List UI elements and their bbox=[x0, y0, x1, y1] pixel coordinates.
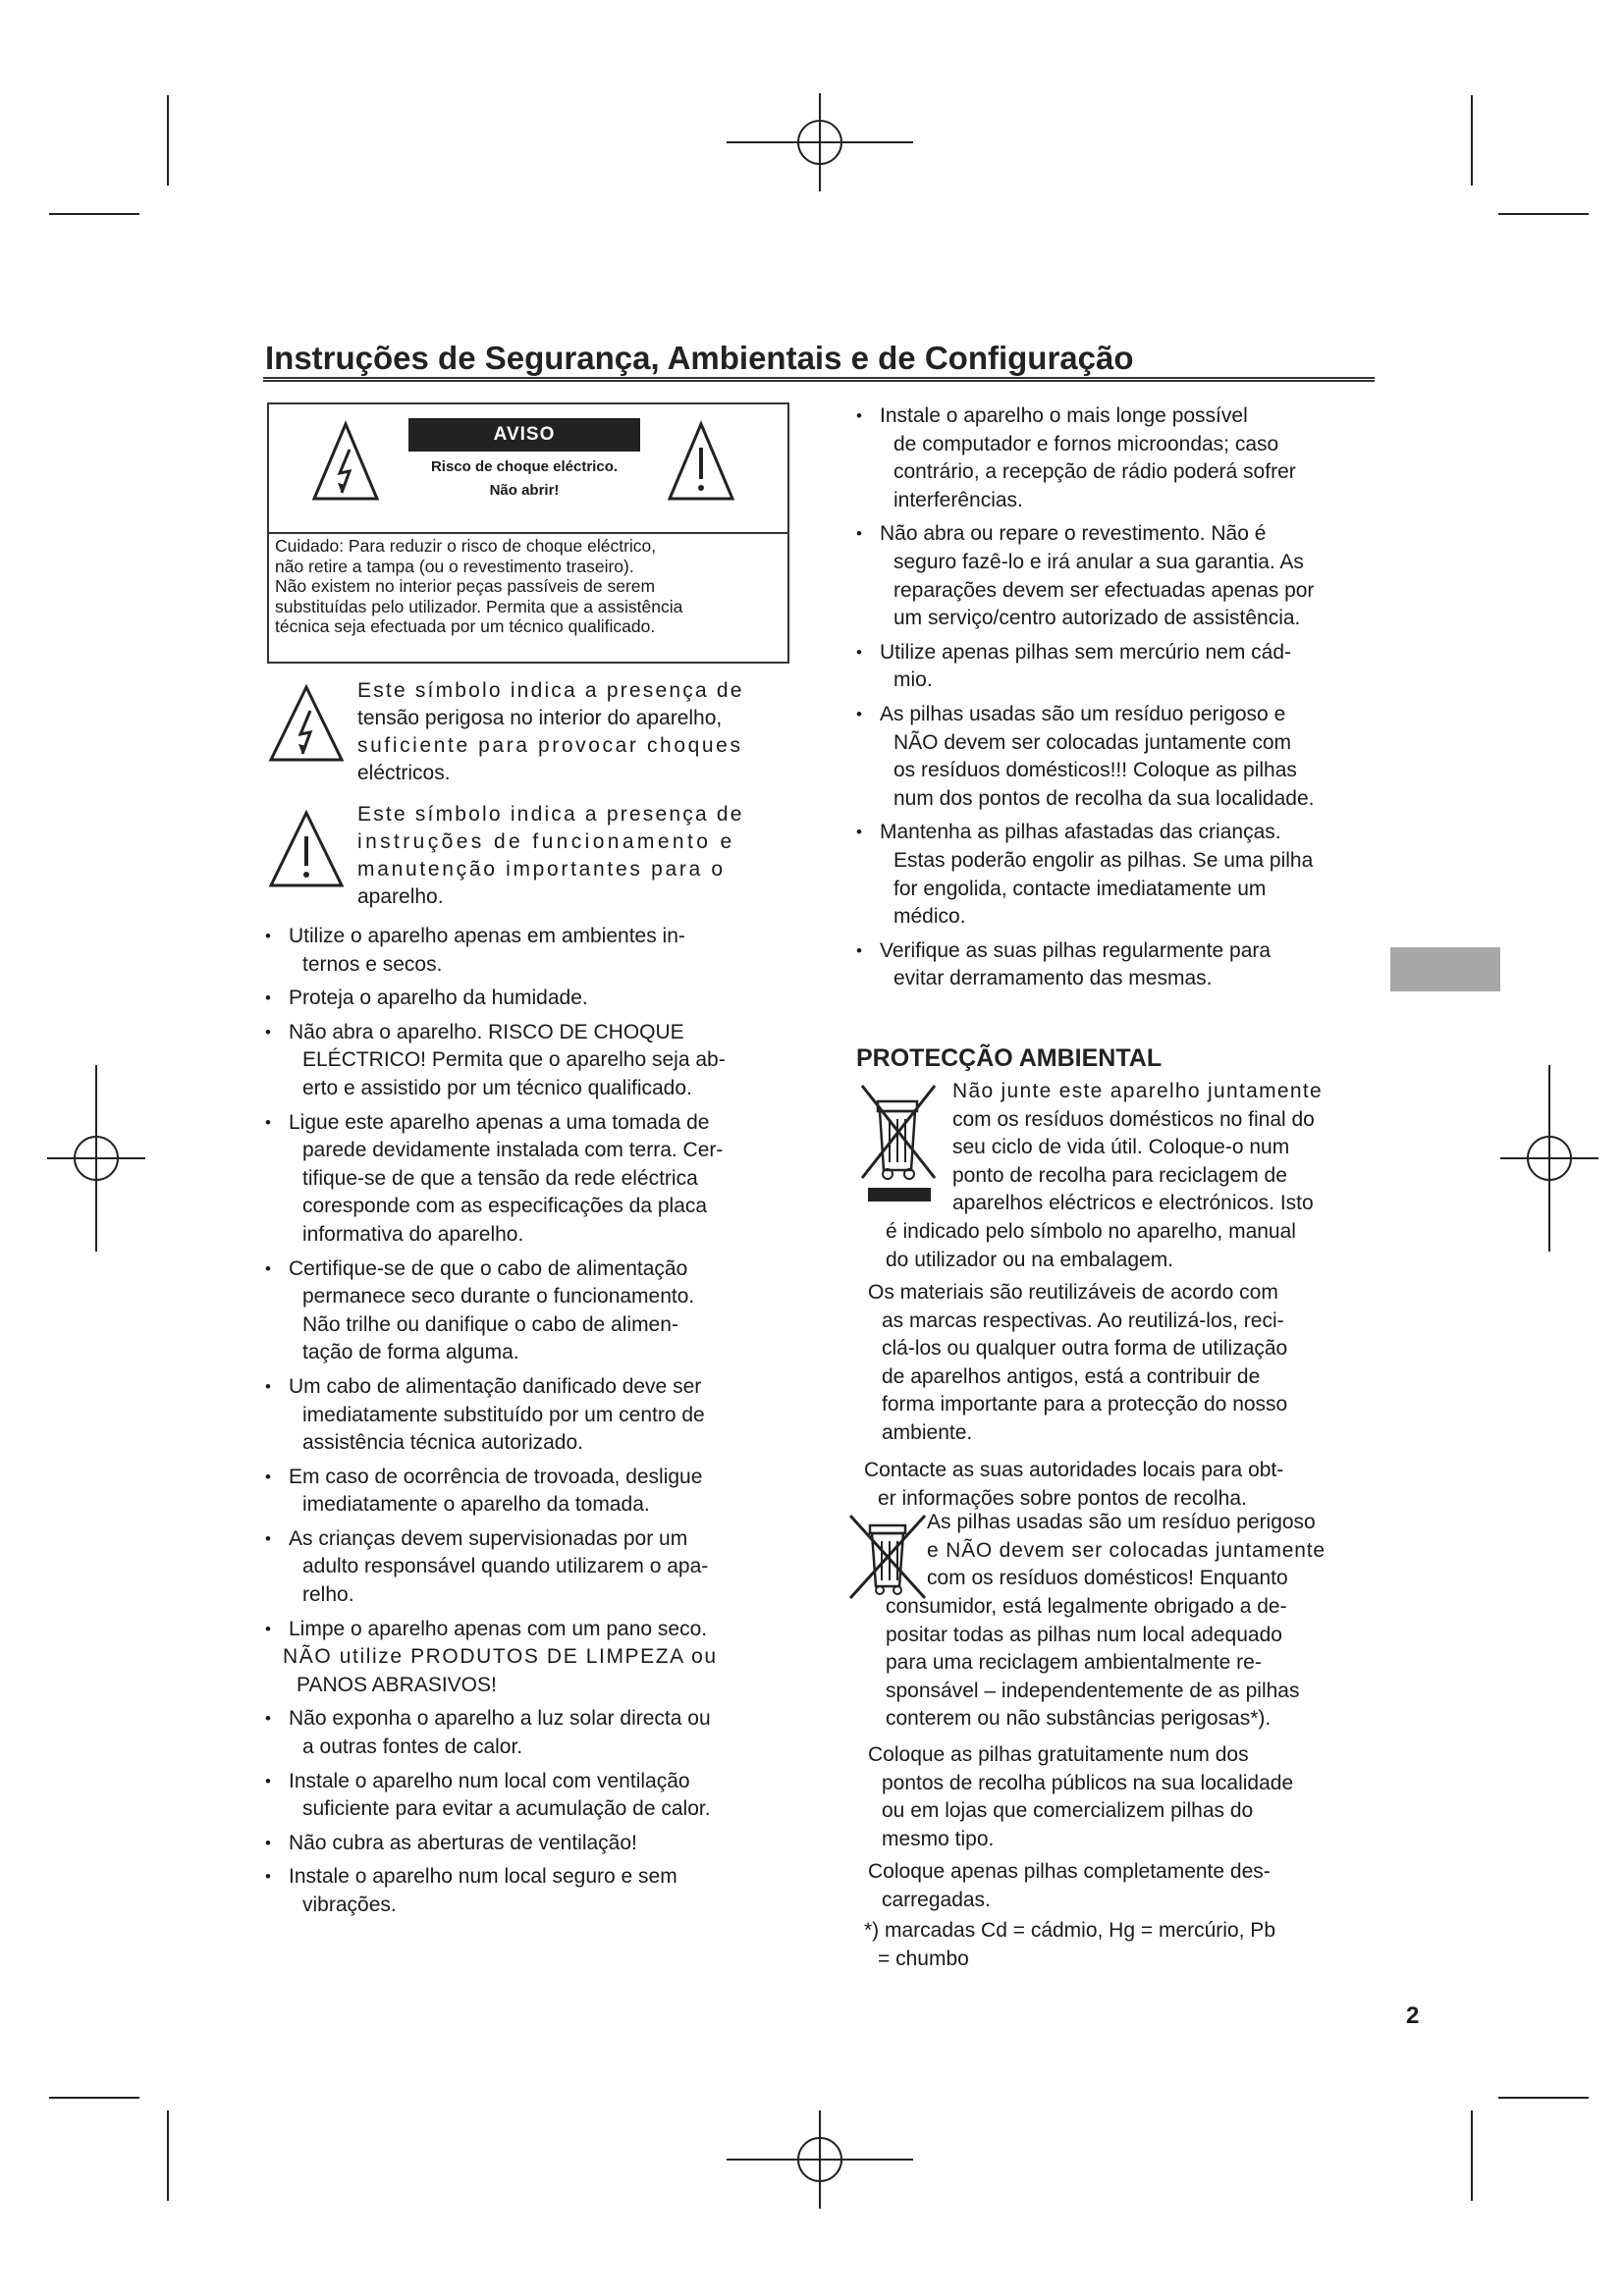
text-line: ponto de recolha para reciclagem de bbox=[952, 1163, 1287, 1187]
lightning-warning-icon bbox=[310, 420, 381, 503]
warning-banner-line: Não abrir! bbox=[489, 482, 560, 499]
crop-mark bbox=[1471, 2110, 1473, 2201]
text-line: aparelhos eléctricos e electrónicos. Isto bbox=[952, 1192, 1314, 1215]
list-item: • Não abra o aparelho. RISCO DE CHOQUE ELÉCTRICO! Permita que o aparelho seja ab- erto e assistido por um técnico qualificado. bbox=[265, 1019, 795, 1103]
registration-mark-icon bbox=[47, 1065, 145, 1252]
list-item: • Certifique-se de que o cabo de alimentação permanece seco durante o funcionamento. Não trilhe ou danifique o cabo de alimen- tação de forma alguma. bbox=[265, 1255, 795, 1367]
crop-mark bbox=[1498, 213, 1589, 215]
crop-mark bbox=[49, 2097, 139, 2099]
free-return-paragraph: Coloque as pilhas gratuitamente num dos pontos de recolha públicos na sua localidade ou em lojas que comercializem pilhas do mesmo tipo. bbox=[868, 1743, 1294, 1850]
registration-mark-icon bbox=[727, 93, 913, 191]
list-item: • Instale o aparelho num local seguro e sem vibrações. bbox=[265, 1863, 795, 1919]
page-title: Instruções de Segurança, Ambientais e de Configuração bbox=[265, 340, 1134, 376]
materials-paragraph: Os materiais são reutilizáveis de acordo com as marcas respectivas. Ao reutilizá-los, reci- clá-los ou qualquer outra forma de utilização de aparelhos antigos, está a contribuir de forma importante para a protecção do nosso ambiente. bbox=[868, 1281, 1288, 1444]
list-item: • As pilhas usadas são um resíduo perigoso e NÃO devem ser colocadas juntamente com os resíduos domésticos!!! Coloque as pilhas num dos pontos de recolha da sua localidade. bbox=[856, 701, 1386, 813]
list-item: • Instale o aparelho num local com ventilação suficiente para evitar a acumulação de calor. bbox=[265, 1768, 795, 1824]
text-line: consumidor, está legalmente obrigado a de- bbox=[886, 1595, 1287, 1618]
list-item: • As crianças devem supervisionadas por um adulto responsável quando utilizarem o apa- relho. bbox=[265, 1525, 795, 1610]
symbol-text-line: tensão perigosa no interior do aparelho, bbox=[357, 707, 723, 729]
crop-mark bbox=[167, 95, 169, 186]
crop-mark bbox=[49, 213, 139, 215]
warning-box bbox=[267, 402, 789, 664]
symbol-text-line: eléctricos. bbox=[357, 762, 451, 784]
crop-mark bbox=[1498, 2097, 1589, 2099]
text-line: positar todas as pilhas num local adequado bbox=[886, 1623, 1282, 1646]
voltage-symbol-text bbox=[357, 677, 795, 787]
crossed-bin-icon bbox=[856, 1080, 943, 1205]
text-line: conterem ou não substâncias perigosas*). bbox=[886, 1707, 1272, 1731]
list-item: • Um cabo de alimentação danificado deve ser imediatamente substituído por um centro de assistência técnica autorizado. bbox=[265, 1373, 795, 1458]
warning-banner bbox=[408, 418, 640, 507]
list-item: • Não exponha o aparelho a luz solar directa ou a outras fontes de calor. bbox=[265, 1705, 795, 1761]
list-item: • Instale o aparelho o mais longe possível de computador e fornos microondas; caso contrário, a recepção de rádio poderá sofrer interferências. bbox=[856, 402, 1386, 514]
contact-paragraph: Contacte as suas autoridades locais para obt- er informações sobre pontos de recolha. bbox=[864, 1459, 1284, 1510]
caution-line: técnica seja efectuada por um técnico qualificado. bbox=[275, 616, 656, 636]
text-line: As pilhas usadas são um resíduo perigoso bbox=[927, 1511, 1316, 1533]
registration-mark-icon bbox=[727, 2110, 913, 2209]
crop-mark bbox=[1471, 95, 1473, 186]
text-line: do utilizador ou na embalagem. bbox=[886, 1248, 1174, 1271]
text-line: e NÃO devem ser colocadas juntamente bbox=[927, 1538, 1326, 1562]
left-bullet-list bbox=[265, 923, 795, 1926]
symbol-text-line: suficiente para provocar choques bbox=[357, 734, 743, 757]
page-number: 2 bbox=[1406, 2002, 1420, 2029]
cleaning-note: NÃO utilize PRODUTOS DE LIMPEZA ou PANOS ABRASIVOS! bbox=[283, 1645, 718, 1696]
list-item: • Limpe o aparelho apenas com um pano seco. bbox=[265, 1616, 795, 1644]
lightning-warning-icon bbox=[267, 683, 346, 764]
section-heading: PROTECÇÃO AMBIENTAL bbox=[856, 1044, 1163, 1072]
list-item: • Ligue este aparelho apenas a uma tomada de parede devidamente instalada com terra. Cer- tifique-se de que a tensão da rede eléctrica coresponde com as especificações da placa informativa do aparelho. bbox=[265, 1109, 795, 1250]
caution-line: substituídas pelo utilizador. Permita que a assistência bbox=[275, 596, 683, 616]
instructions-symbol-text bbox=[357, 801, 795, 911]
battery-text bbox=[927, 1509, 1386, 1593]
battery-text-cont bbox=[886, 1593, 1386, 1734]
caution-line: não retire a tampa (ou o revestimento traseiro). bbox=[275, 556, 634, 576]
warning-banner-line: Risco de choque eléctrico. bbox=[430, 458, 619, 475]
symbol-text-line: instruções de funcionamento e bbox=[357, 830, 735, 853]
text-line: com os resíduos domésticos no final do bbox=[952, 1107, 1315, 1131]
weee-text bbox=[952, 1078, 1386, 1218]
list-item: • Não abra ou repare o revestimento. Não é seguro fazê-lo e irá anular a sua garantia. As reparações devem ser efectuadas apenas por um serviço/centro autorizado de assistência. bbox=[856, 520, 1386, 632]
footnote: *) marcadas Cd = cádmio, Hg = mercúrio, Pb = chumbo bbox=[864, 1919, 1275, 1970]
list-item: • Utilize apenas pilhas sem mercúrio nem cád- mio. bbox=[856, 639, 1386, 695]
discharged-paragraph: Coloque apenas pilhas completamente des- carregadas. bbox=[868, 1860, 1271, 1911]
text-line: é indicado pelo símbolo no aparelho, manual bbox=[886, 1220, 1296, 1243]
warning-banner-title: AVISO bbox=[408, 418, 640, 452]
registration-mark-icon bbox=[1500, 1065, 1598, 1252]
list-item: • Mantenha as pilhas afastadas das crianças. Estas poderão engolir as pilhas. Se uma pilha for engolida, contacte imediatamente um médico. bbox=[856, 819, 1386, 931]
text-line: sponsável – independentemente de as pilhas bbox=[886, 1679, 1300, 1702]
list-item: • Utilize o aparelho apenas em ambientes in- ternos e secos. bbox=[265, 923, 795, 979]
weee-text-cont bbox=[886, 1218, 1386, 1274]
text-line: Não junte este aparelho juntamente bbox=[952, 1080, 1323, 1102]
list-item: • Não cubra as aberturas de ventilação! bbox=[265, 1830, 795, 1858]
text-line: seu ciclo de vida útil. Coloque-o num bbox=[952, 1136, 1290, 1159]
warning-caution-text bbox=[275, 536, 782, 637]
list-item: • Em caso de ocorrência de trovoada, desligue imediatamente o aparelho da tomada. bbox=[265, 1464, 795, 1520]
section-tab bbox=[1390, 947, 1500, 991]
symbol-text-line: Este símbolo indica a presença de bbox=[357, 679, 744, 702]
symbol-text-line: Este símbolo indica a presença de bbox=[357, 803, 744, 826]
text-line: com os resíduos domésticos! Enquanto bbox=[927, 1567, 1288, 1590]
symbol-text-line: manutenção importantes para o bbox=[357, 858, 726, 881]
list-item: • Verifique as suas pilhas regularmente para evitar derramamento das mesmas. bbox=[856, 937, 1386, 993]
caution-line: Cuidado: Para reduzir o risco de choque eléctrico, bbox=[275, 536, 657, 556]
caution-line: Não existem no interior peças passíveis de serem bbox=[275, 576, 656, 596]
text-line: para uma reciclagem ambientalmente re- bbox=[886, 1651, 1262, 1675]
exclamation-warning-icon bbox=[666, 420, 736, 503]
exclamation-warning-icon bbox=[267, 809, 346, 889]
list-item: • Proteja o aparelho da humidade. bbox=[265, 985, 795, 1013]
symbol-text-line: aparelho. bbox=[357, 885, 444, 908]
title-rule bbox=[263, 377, 1375, 382]
right-bullet-list bbox=[856, 402, 1386, 999]
crossed-battery-bin-icon bbox=[846, 1512, 929, 1602]
warning-divider bbox=[269, 532, 787, 534]
crop-mark bbox=[167, 2110, 169, 2201]
